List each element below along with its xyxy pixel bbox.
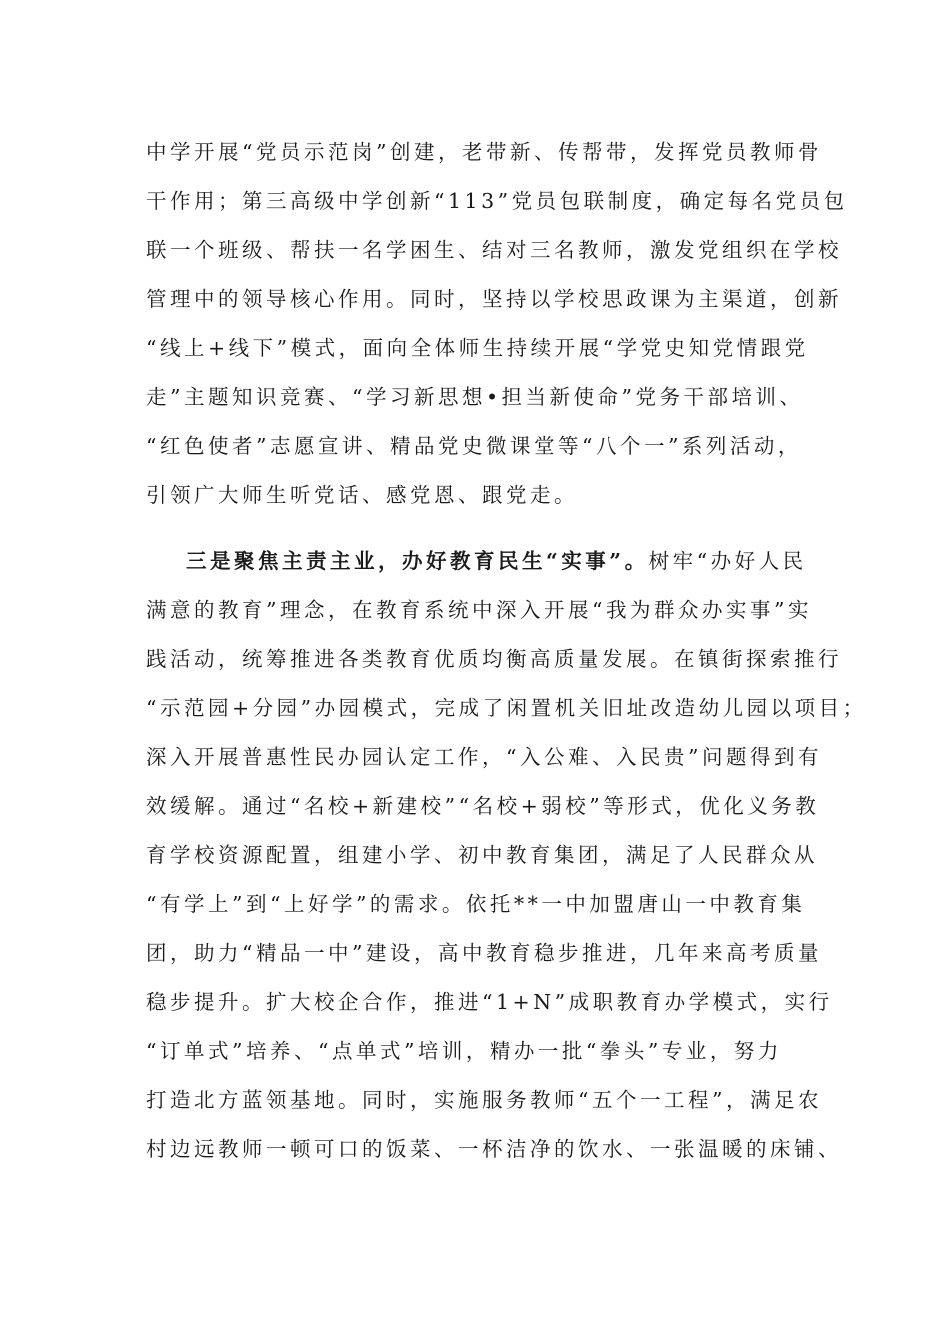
paragraph-2-line-2: 满意的教育”理念，在教育系统中深入开展“我为群众办实事”实	[146, 598, 812, 622]
paragraph-2-lead-heading: 三是聚焦主责主业，办好教育民生“实事”。	[186, 549, 649, 573]
paragraph-2-line-12: 打造北方蓝领基地。同时，实施服务教师“五个一工程”，满足农	[146, 1088, 822, 1112]
paragraph-1-line-1: 中学开展“党员示范岗”创建，老带新、传帮带，发挥党员教师骨	[146, 140, 822, 164]
paragraph-2-line-7: 育学校资源配置，组建小学、初中教育集团，满足了人民群众从	[146, 843, 818, 867]
paragraph-2-line-1	[186, 547, 846, 575]
paragraph-2-line-9: 团，助力“精品一中”建设，高中教育稳步推进，几年来高考质量	[146, 941, 822, 965]
paragraph-1-line-8: 引领广大师生听党话、感党恩、跟党走。	[146, 483, 578, 507]
paragraph-1-line-7: “红色使者”志愿宣讲、精品党史微课堂等“八个一”系列活动，	[146, 434, 802, 458]
paragraph-1-line-3: 联一个班级、帮扶一名学困生、结对三名教师，激发党组织在学校	[146, 238, 842, 262]
paragraph-2-line-4: “示范园+分园”办园模式，完成了闲置机关旧址改造幼儿园以项目；	[146, 696, 867, 720]
paragraph-2-line-5: 深入开展普惠性民办园认定工作，“入公难、入民贵”问题得到有	[146, 745, 822, 769]
paragraph-2-line-3: 践活动，统筹推进各类教育优质均衡高质量发展。在镇街探索推行	[146, 647, 842, 671]
paragraph-1-line-6: 走”主题知识竞赛、“学习新思想•担当新使命”党务干部培训、	[146, 385, 804, 409]
paragraph-2-line-11: “订单式”培养、“点单式”培训，精办一批“拳头”专业，努力	[146, 1039, 782, 1063]
paragraph-1-line-2: 干作用；第三高级中学创新“113”党员包联制度，确定每名党员包	[146, 189, 848, 213]
paragraph-1-line-4: 管理中的领导核心作用。同时，坚持以学校思政课为主渠道，创新	[146, 287, 842, 311]
paragraph-2-line-10: 稳步提升。扩大校企合作，推进“1+N”成职教育办学模式，实行	[146, 990, 833, 1014]
paragraph-2-line-13: 村边远教师一顿可口的饭菜、一杯洁净的饮水、一张温暖的床铺、	[146, 1137, 842, 1161]
paragraph-2-line-6: 效缓解。通过“名校+新建校”“名校+弱校”等形式，优化义务教	[146, 794, 820, 818]
paragraph-2-line-8: “有学上”到“上好学”的需求。依托**一中加盟唐山一中教育集	[146, 892, 806, 916]
paragraph-2-first-line-rest: 树牢“办好人民	[648, 549, 807, 573]
paragraph-1-line-5: “线上+线下”模式，面向全体师生持续开展“学党史知党情跟党	[146, 336, 809, 360]
